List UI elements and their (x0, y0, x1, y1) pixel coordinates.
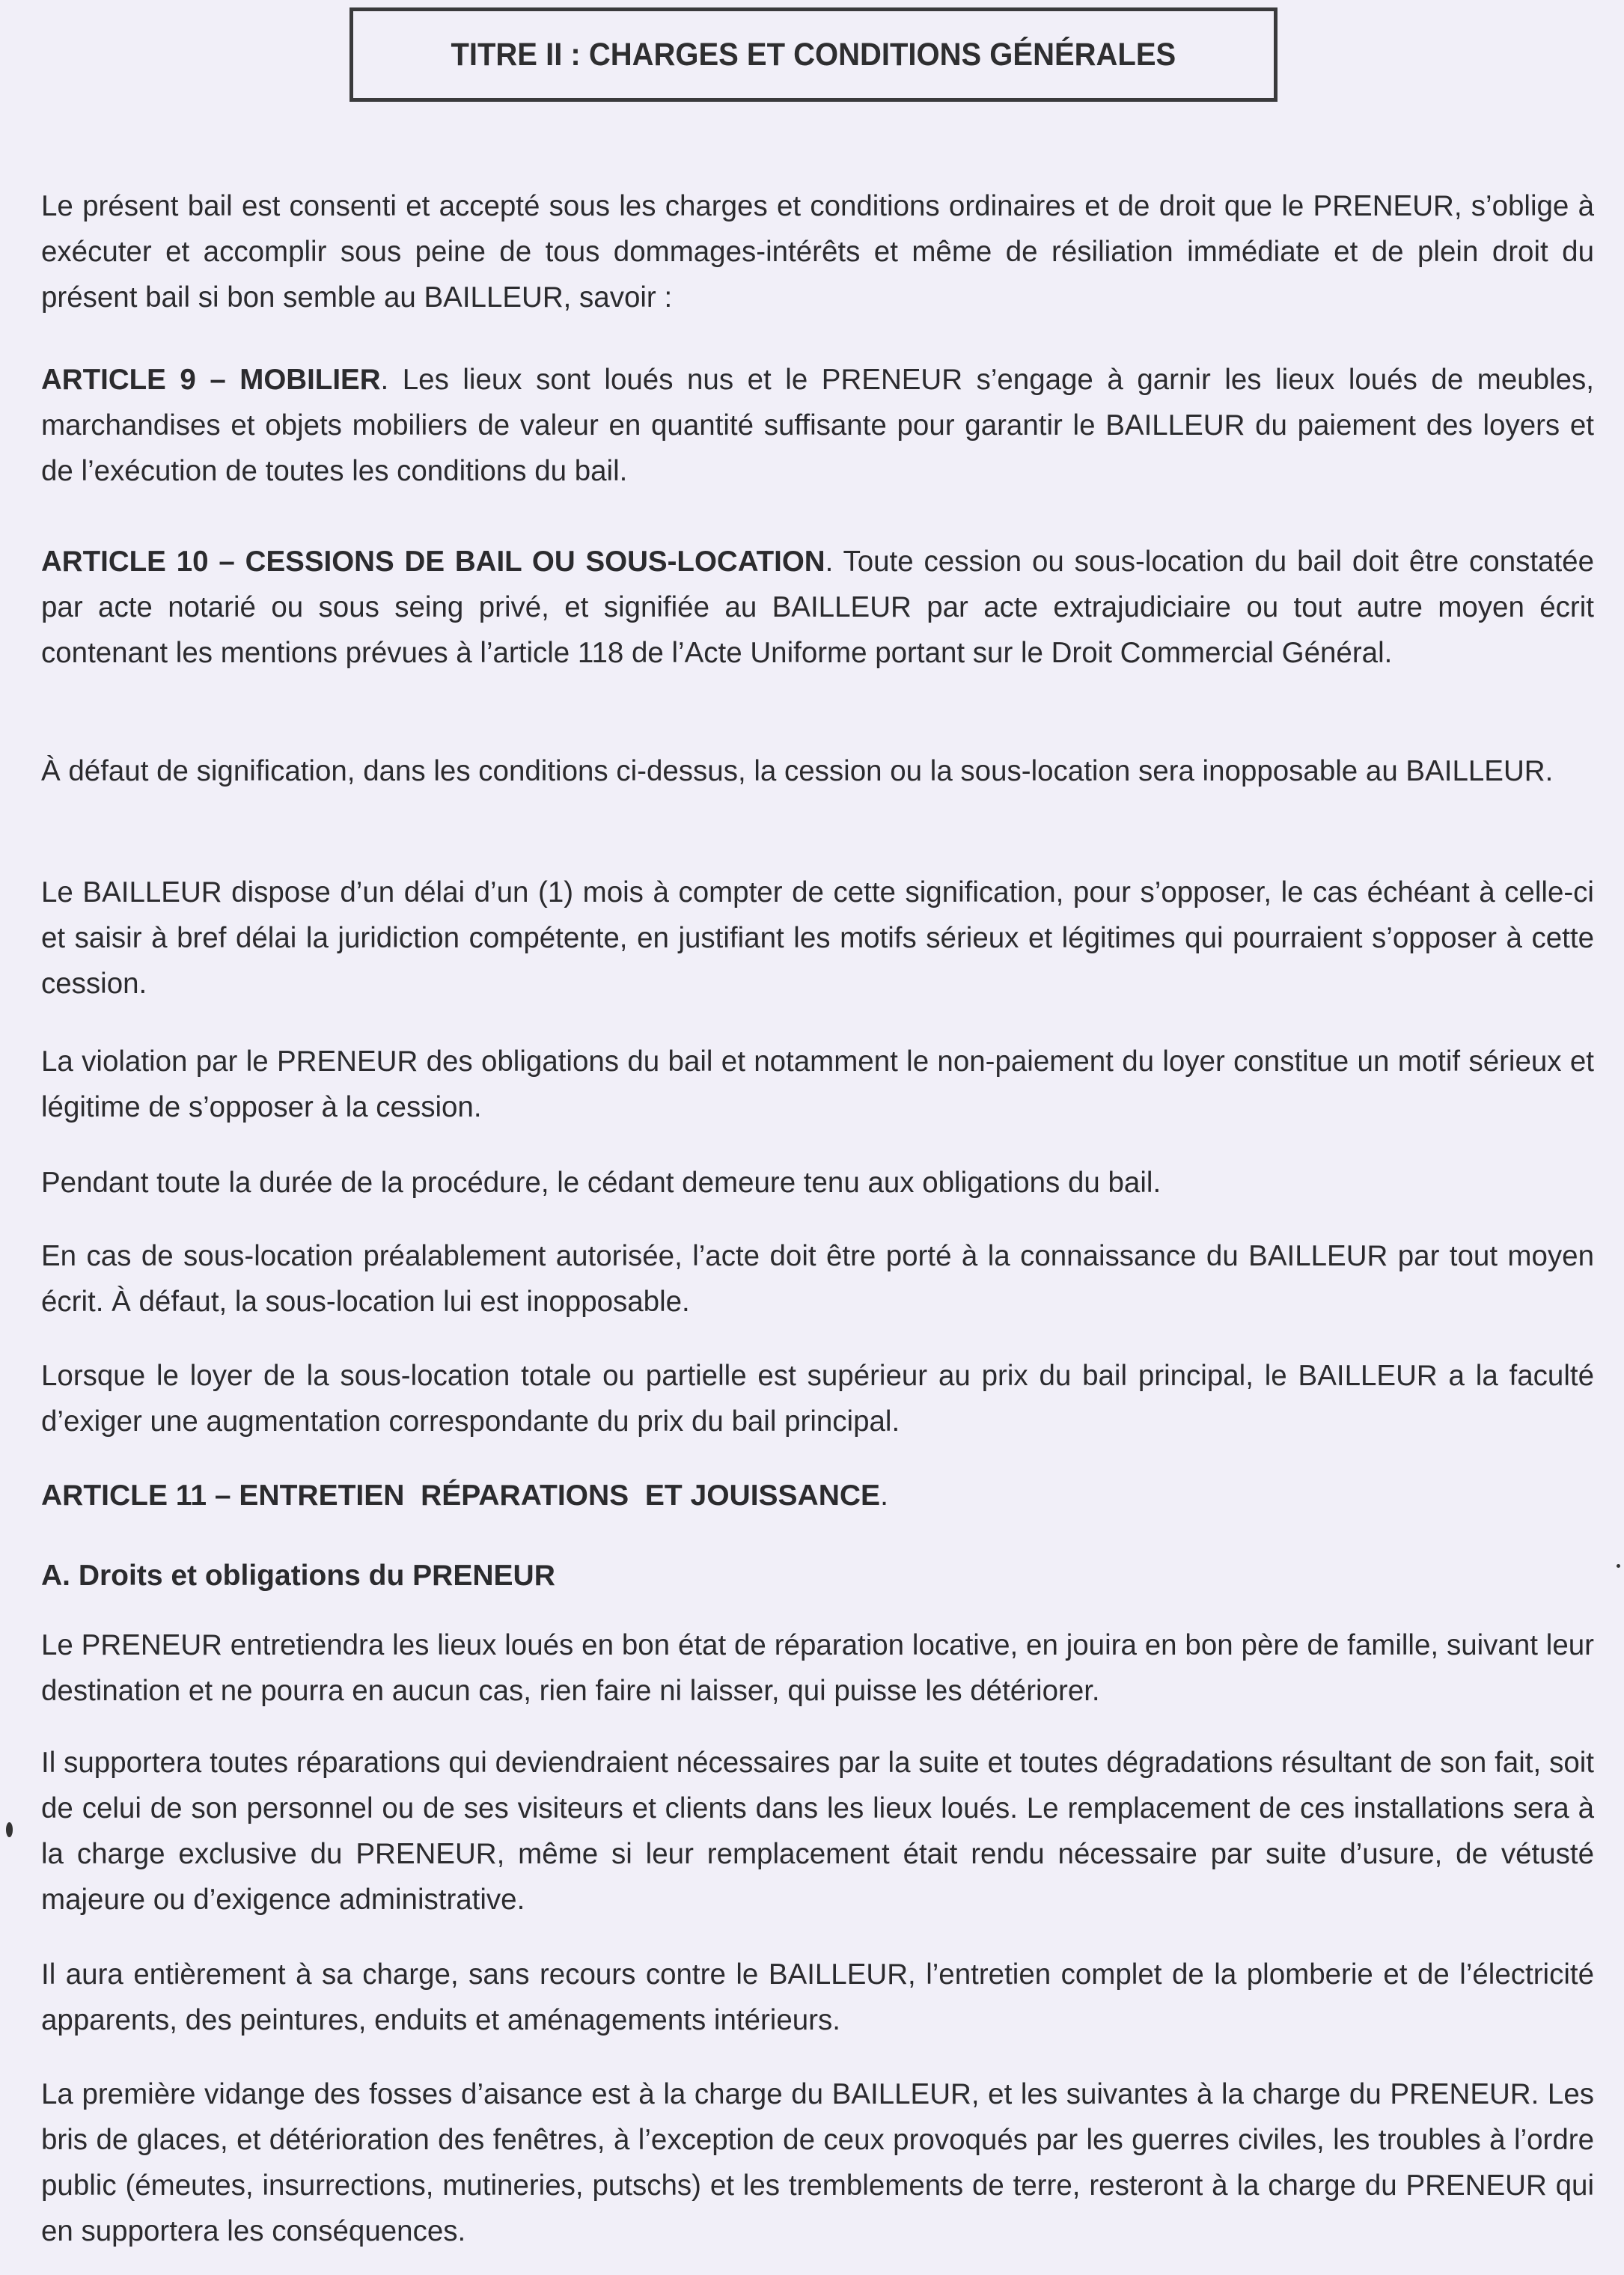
scan-speck (6, 1822, 13, 1837)
title-box (349, 7, 1277, 102)
article-10-heading: ARTICLE 10 – CESSIONS DE BAIL OU SOUS-LOCATION (41, 546, 825, 578)
article-10-paragraph-3: La violation par le PRENEUR des obligations du bail et notamment le non-paiement du loyer constitue un motif sérieux et légitime de s’opposer à la cession. (41, 1045, 1594, 1123)
article-11-heading-suffix: . (880, 1479, 888, 1512)
article-10-paragraph (41, 539, 1594, 676)
intro-paragraph: Le présent bail est consenti et accepté sous les charges et conditions ordinaires et de droit que le PRENEUR, s’oblige à exécuter et accomplir sous peine de tous dommages-intérêts et même de résiliation immédiate et de plein droit du présent bail si bon semble au BAILLEUR, savoir : (41, 190, 1594, 314)
article-10-paragraph-2: Le BAILLEUR dispose d’un délai d’un (1) mois à compter de cette signification, pour s’opposer, le cas échéant à celle-ci et saisir à bref délai la juridiction compétente, en justifiant les motifs sérieux et légitimes qui pourraient s’opposer à cette cession. (41, 876, 1594, 1000)
article-10-paragraph-5: En cas de sous-location préalablement autorisée, l’acte doit être porté à la connaissance du BAILLEUR par tout moyen écrit. À défaut, la sous-location lui est inopposable. (41, 1240, 1594, 1318)
article-10-paragraph-6: Lorsque le loyer de la sous-location totale ou partielle est supérieur au prix du bail principal, le BAILLEUR a la faculté d’exiger une augmentation correspondante du prix du bail principal. (41, 1360, 1594, 1438)
article-11-paragraph-4: La première vidange des fosses d’aisance est à la charge du BAILLEUR, et les suivantes à la charge du PRENEUR. Les bris de glaces, et détérioration des fenêtres, à l’exception de ceux provoqués par les guerres civiles, les troubles à l’ordre public (émeutes, insurrections, mutineries, putschs) et les tremblements de terre, resteront à la charge du PRENEUR qui en supportera les conséquences. (41, 2078, 1594, 2247)
article-11-heading: ARTICLE 11 – ENTRETIEN RÉPARATIONS ET JOUISSANCE (41, 1479, 881, 1512)
article-11-paragraph-3: Il aura entièrement à sa charge, sans recours contre le BAILLEUR, l’entretien complet de la plomberie et de l’électricité apparents, des peintures, enduits et aménagements intérieurs. (41, 1958, 1594, 2036)
article-10-paragraph-4: Pendant toute la durée de la procédure, le cédant demeure tenu aux obligations du bail. (41, 1167, 1161, 1199)
article-11-paragraph-1: Le PRENEUR entretiendra les lieux loués en bon état de réparation locative, en jouira en bon père de famille, suivant leur destination et ne pourra en aucun cas, rien faire ni laisser, qui puisse les détériorer. (41, 1629, 1594, 1707)
article-10-paragraph-1: À défaut de signification, dans les conditions ci-dessus, la cession ou la sous-location sera inopposable au BAILLEUR. (41, 755, 1554, 787)
article-10-text: . Toute cession ou sous-location du bail doit être constatée par acte notarié ou sous seing privé, et signifiée au BAILLEUR par acte extrajudiciaire ou tout autre moyen écrit contenant les mentions prévues à l’article 118 de l’Acte Uniforme portant sur le Droit Commercial Général. (41, 546, 1594, 669)
section-a-heading: A. Droits et obligations du PRENEUR (41, 1560, 555, 1592)
document-title: TITRE II : CHARGES ET CONDITIONS GÉNÉRALES (451, 36, 1176, 73)
article-11-heading-line (41, 1473, 888, 1518)
scan-speck (1617, 1564, 1620, 1568)
article-9-paragraph (41, 357, 1594, 494)
article-11-paragraph-2: Il supportera toutes réparations qui deviendraient nécessaires par la suite et toutes dégradations résultant de son fait, soit de celui de son personnel ou de ses visiteurs et clients dans les lieux loués. Le remplacement de ces installations sera à la charge exclusive du PRENEUR, même si leur remplacement était rendu nécessaire par suite d’usure, de vétusté majeure ou d’exigence administrative. (41, 1747, 1594, 1916)
article-9-text: . Les lieux sont loués nus et le PRENEUR s’engage à garnir les lieux loués de meubles, marchandises et objets mobiliers de valeur en quantité suffisante pour garantir le BAILLEUR du paiement des loyers et de l’exécution de toutes les conditions du bail. (41, 364, 1594, 487)
article-9-heading: ARTICLE 9 – MOBILIER (41, 364, 381, 396)
